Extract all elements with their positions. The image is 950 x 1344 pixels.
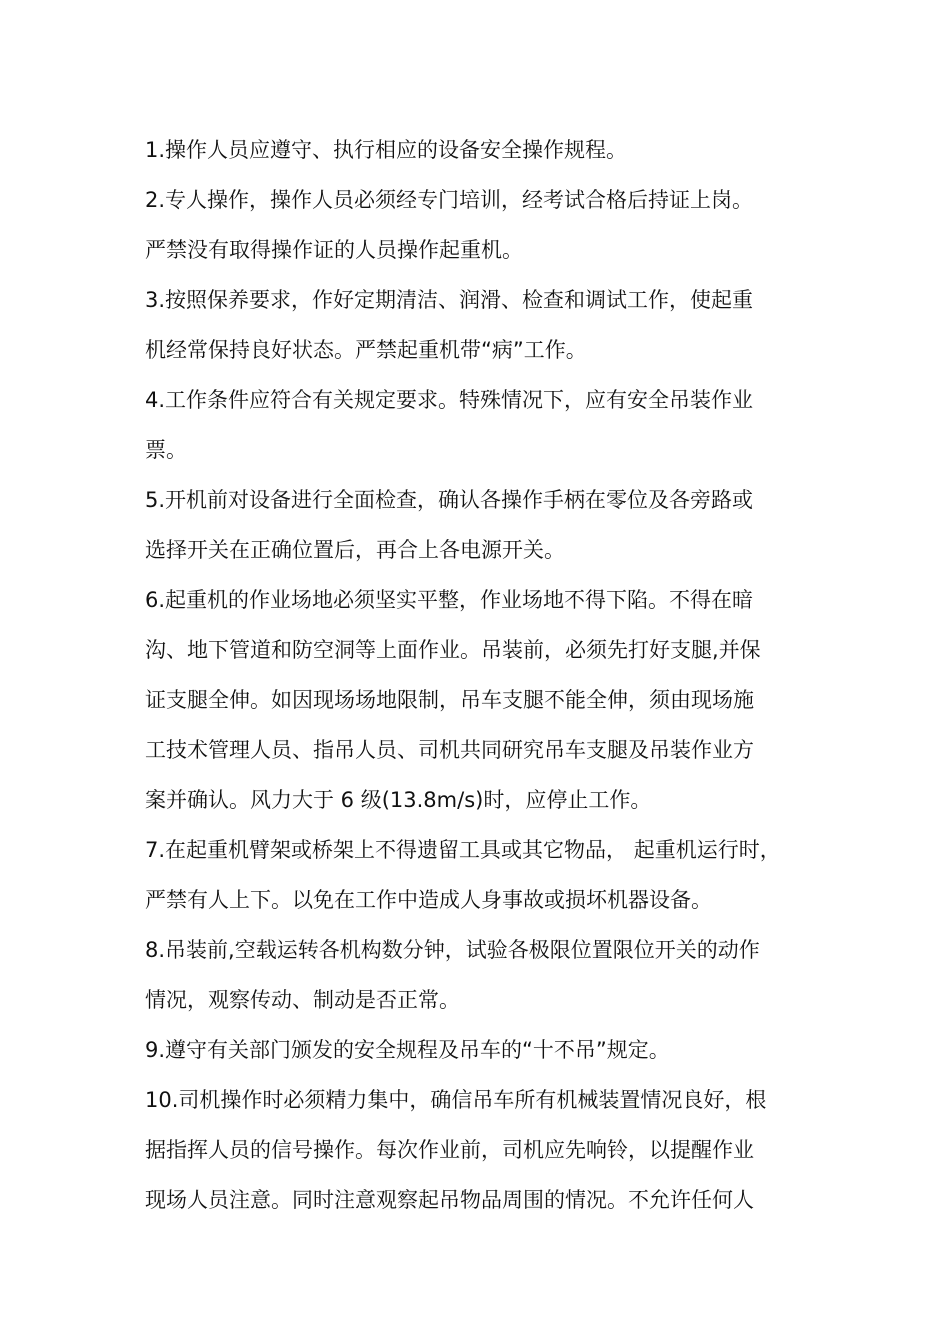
text-line: 机经常保持良好状态。严禁起重机带“病”工作。 xyxy=(145,338,587,362)
text-line: 严禁有人上下。以免在工作中造成人身事故或损坏机器设备。 xyxy=(145,888,712,912)
text-line: 1.操作人员应遵守、执行相应的设备安全操作规程。 xyxy=(145,138,628,162)
text-line: 2.专人操作，操作人员必须经专门培训，经考试合格后持证上岗。 xyxy=(145,188,754,212)
text-line: 严禁没有取得操作证的人员操作起重机。 xyxy=(145,238,523,262)
document-body xyxy=(145,125,825,1225)
text-line: 工技术管理人员、指吊人员、司机共同研究吊车支腿及吊装作业方 xyxy=(145,738,754,762)
text-line: 沟、地下管道和防空洞等上面作业。吊装前，必须先打好支腿,并保 xyxy=(145,638,761,662)
text-line: 5.开机前对设备进行全面检查，确认各操作手柄在零位及各旁路或 xyxy=(145,488,754,512)
text-line: 现场人员注意。同时注意观察起吊物品周围的情况。不允许任何人 xyxy=(145,1188,754,1212)
text-line: 4.工作条件应符合有关规定要求。特殊情况下，应有安全吊装作业 xyxy=(145,388,754,412)
text-line: 7.在起重机臂架或桥架上不得遗留工具或其它物品， 起重机运行时， xyxy=(145,838,781,862)
text-line: 10.司机操作时必须精力集中，确信吊车所有机械装置情况良好，根 xyxy=(145,1088,767,1112)
text-line: 证支腿全伸。如因现场场地限制，吊车支腿不能全伸，须由现场施 xyxy=(145,688,754,712)
text-line: 案并确认。风力大于 6 级(13.8m/s)时，应停止工作。 xyxy=(145,788,652,812)
text-line: 9.遵守有关部门颁发的安全规程及吊车的“十不吊”规定。 xyxy=(145,1038,670,1062)
text-line: 选择开关在正确位置后，再合上各电源开关。 xyxy=(145,538,565,562)
text-line: 8.吊装前,空载运转各机构数分钟，试验各极限位置限位开关的动作 xyxy=(145,938,760,962)
text-line: 情况，观察传动、制动是否正常。 xyxy=(145,988,460,1012)
text-line: 票。 xyxy=(145,438,187,462)
text-line: 据指挥人员的信号操作。每次作业前，司机应先响铃，以提醒作业 xyxy=(145,1138,754,1162)
text-line: 3.按照保养要求，作好定期清洁、润滑、检查和调试工作，使起重 xyxy=(145,288,754,312)
text-line: 6.起重机的作业场地必须坚实平整，作业场地不得下陷。不得在暗 xyxy=(145,588,754,612)
